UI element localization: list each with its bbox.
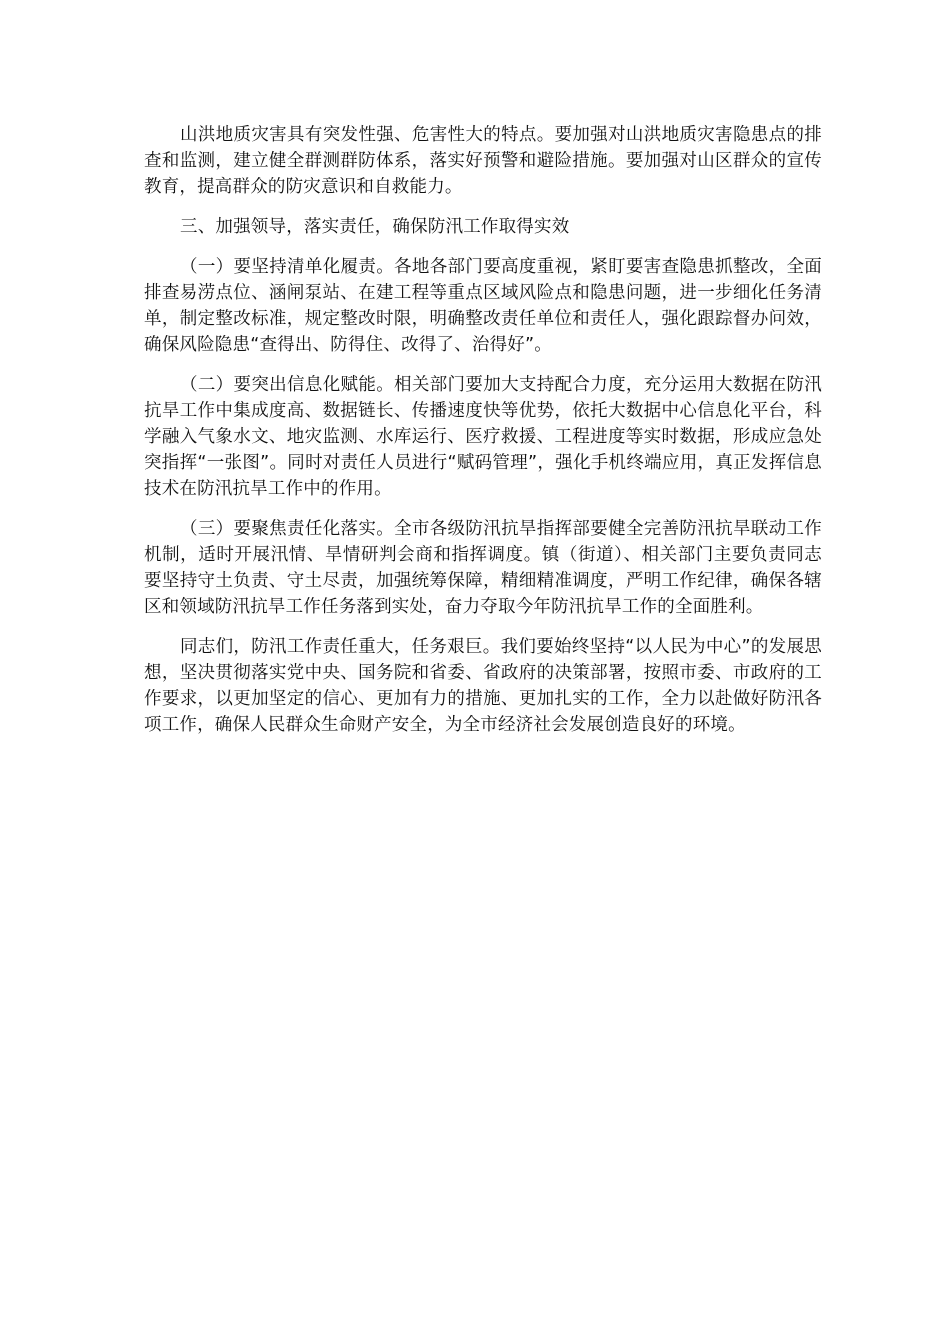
paragraph-responsibility: （三）要聚焦责任化落实。全市各级防汛抗旱指挥部要健全完善防汛抗旱联动工作机制，适时开展汛情、旱情研判会商和指挥调度。镇（街道）、相关部门主要负责同志要坚持守土负责、守土尽责，加强统筹保障，精细精准调度，严明工作纪律，确保各辖区和领域防汛抗旱工作任务落到实处，奋力夺取今年防汛抗旱工作的全面胜利。: [144, 519, 822, 617]
section-heading-3: 三、加强领导，落实责任，确保防汛工作取得实效: [180, 217, 570, 237]
paragraph-mountain-flood-hazard: 山洪地质灾害具有突发性强、危害性大的特点。要加强对山洪地质灾害隐患点的排查和监测，建立健全群测群防体系，落实好预警和避险措施。要加强对山区群众的宣传教育，提高群众的防灾意识和自救能力。: [144, 125, 822, 197]
paragraph-checklist-duty: （一）要坚持清单化履责。各地各部门要高度重视，紧盯要害查隐患抓整改，全面排查易涝点位、涵闸泵站、在建工程等重点区域风险点和隐患问题，进一步细化任务清单，制定整改标准，规定整改时限，明确整改责任单位和责任人，强化跟踪督办问效，确保风险隐患“查得出、防得住、改得了、治得好”。: [144, 257, 822, 355]
paragraph-informatization: （二）要突出信息化赋能。相关部门要加大支持配合力度，充分运用大数据在防汛抗旱工作中集成度高、数据链长、传播速度快等优势，依托大数据中心信息化平台，科学融入气象水文、地灾监测、水库运行、医疗救援、工程进度等实时数据，形成应急处突指挥“一张图”。同时对责任人员进行“赋码管理”，强化手机终端应用，真正发挥信息技术在防汛抗旱工作中的作用。: [144, 375, 822, 499]
document-page: [144, 122, 822, 752]
paragraph-closing: 同志们，防汛工作责任重大，任务艰巨。我们要始终坚持“以人民为中心”的发展思想，坚决贯彻落实党中央、国务院和省委、省政府的决策部署，按照市委、市政府的工作要求，以更加坚定的信心、更加有力的措施、更加扎实的工作，全力以赴做好防汛各项工作，确保人民群众生命财产安全，为全市经济社会发展创造良好的环境。: [144, 637, 822, 735]
